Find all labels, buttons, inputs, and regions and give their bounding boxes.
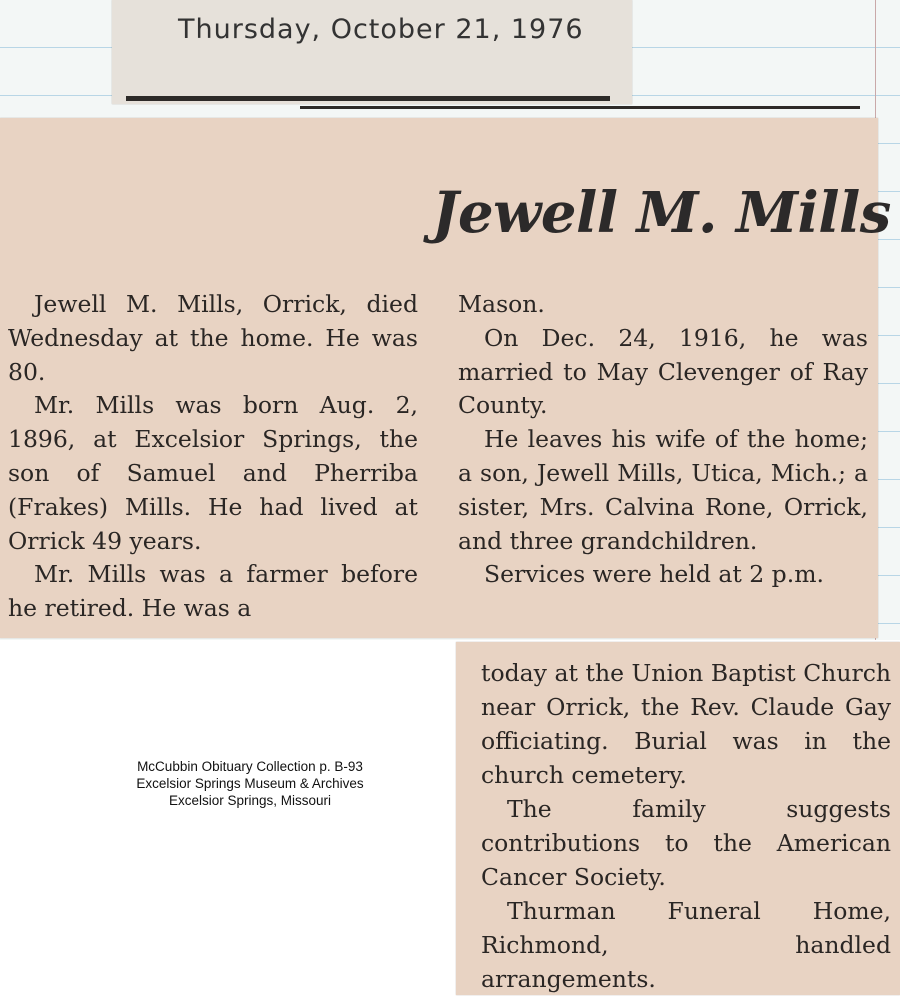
caption-line: McCubbin Obituary Collection p. B-93 <box>137 759 363 774</box>
headline: Jewell M. Mills <box>432 180 891 246</box>
paragraph: Thurman Funeral Home, Richmond, handled arrangements. <box>481 897 891 993</box>
date-rule <box>126 96 610 101</box>
paragraph: today at the Union Baptist Church near Orrick, the Rev. Claude Gay officiating. Burial was in the church cemetery. <box>481 659 891 789</box>
paragraph: Services were held at 2 p.m. <box>484 560 824 589</box>
column-right <box>458 288 868 592</box>
paragraph: On Dec. 24, 1916, he was married to May Clevenger of Ray County. <box>458 323 868 420</box>
paragraph: Mason. <box>458 290 545 318</box>
column-continued <box>481 656 891 996</box>
paragraph: Mr. Mills was born Aug. 2, 1896, at Excelsior Springs, the son of Samuel and Pherriba (Frakes) Mills. He had lived at Orrick 49 years. <box>8 391 418 555</box>
dateline: Thursday, October 21, 1976 <box>178 14 584 45</box>
paragraph: Jewell M. Mills, Orrick, died Wednesday at the home. He was 80. <box>8 290 418 386</box>
paragraph: The family suggests contributions to the American Cancer Society. <box>481 795 891 891</box>
caption-line: Excelsior Springs, Missouri <box>168 793 332 808</box>
header-rule <box>300 106 860 109</box>
paragraph: He leaves his wife of the home; a son, Jewell Mills, Utica, Mich.; a sister, Mrs. Calvina Rone, Orrick, and three grandchildren. <box>458 425 868 555</box>
paragraph: Mr. Mills was a farmer before he retired. He was a <box>8 560 418 623</box>
collection-caption <box>90 758 410 809</box>
column-left <box>8 288 418 626</box>
caption-line: Excelsior Springs Museum & Archives <box>136 776 364 791</box>
